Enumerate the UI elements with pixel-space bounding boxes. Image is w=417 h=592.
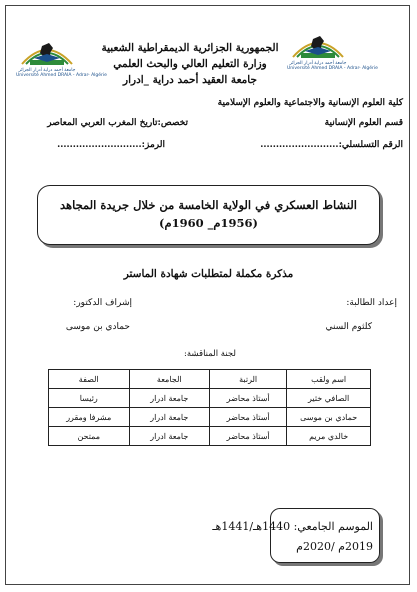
thesis-title-box [37, 185, 380, 245]
university-logo-right [287, 31, 378, 75]
serial-number: الرقم التسلسلي:......................... [260, 140, 403, 150]
table-cell: الصافي خثير [287, 389, 371, 408]
table-header-row [49, 370, 371, 389]
page-frame [5, 5, 410, 585]
table-row [49, 389, 371, 408]
thesis-subtitle: مذكرة مكملة لمتطلبات شهادة الماستر [123, 268, 294, 280]
header-ministry: وزارة التعليم العالي والبحث العلمي [113, 58, 267, 70]
table-cell: رئيسا [49, 389, 130, 408]
table-cell: خالدي مريم [287, 427, 371, 446]
specialty: تخصص:تاريخ المغرب العربي المعاصر [47, 118, 188, 128]
university-logo-icon [287, 31, 349, 61]
supervisor-label: إشراف الدكتور: [73, 298, 132, 308]
table-cell: مشرفا ومقرر [49, 408, 130, 427]
column-header: الرتبة [210, 370, 287, 389]
code-field: الرمز:........................... [57, 140, 165, 150]
table-row [49, 427, 371, 446]
university-logo-icon [16, 38, 78, 68]
table-row [49, 408, 371, 427]
jury-label: لجنة المناقشة: [184, 349, 236, 359]
academic-season-box [212, 508, 380, 563]
table-cell: أستاذ محاضر [210, 408, 287, 427]
academic-season-hijri: الموسم الجامعي: 1440هـ/1441هـ [212, 520, 373, 533]
column-header: الصفة [49, 370, 130, 389]
logo-text-ar-right: جامعة أحمد دراية أدرار الجزائر [289, 61, 347, 66]
jury-table [48, 369, 371, 446]
supervisor-name: حمادي بن موسى [65, 322, 130, 332]
academic-season-gregorian: 2019م /2020م [296, 540, 373, 553]
student-label: إعداد الطالبة: [346, 298, 397, 308]
department-name: قسم العلوم الإنسانية [324, 118, 403, 128]
table-cell: جامعة ادرار [129, 427, 210, 446]
table-cell: ممتحن [49, 427, 130, 446]
logo-text-en-right: Université Ahmed DRAIA - Adrar- Algérie [287, 66, 378, 71]
header-republic: الجمهورية الجزائرية الديمقراطية الشعبية [101, 42, 279, 54]
university-logo-left [16, 38, 107, 82]
student-name: كلثوم السني [325, 322, 372, 332]
column-header: الجامعة [129, 370, 210, 389]
faculty-name: كلية العلوم الإنسانية والاجتماعية والعلوم الإسلامية [217, 98, 403, 108]
table-cell: أستاذ محاضر [210, 389, 287, 408]
table-cell: أستاذ محاضر [210, 427, 287, 446]
column-header: اسم ولقب [287, 370, 371, 389]
table-cell: جامعة ادرار [129, 389, 210, 408]
table-cell: حمادي بن موسى [287, 408, 371, 427]
logo-text-en-left: Université Ahmed DRAIA - Adrar- Algérie [16, 73, 107, 78]
header-university: جامعة العقيد أحمد دراية _ادرار [123, 74, 257, 86]
logo-text-ar-left: جامعة أحمد دراية أدرار الجزائر [18, 68, 76, 73]
thesis-period: (1956م_ 1960م) [159, 216, 258, 230]
thesis-title: النشاط العسكري في الولاية الخامسة من خلال جريدة المجاهد [60, 198, 357, 212]
table-cell: جامعة ادرار [129, 408, 210, 427]
